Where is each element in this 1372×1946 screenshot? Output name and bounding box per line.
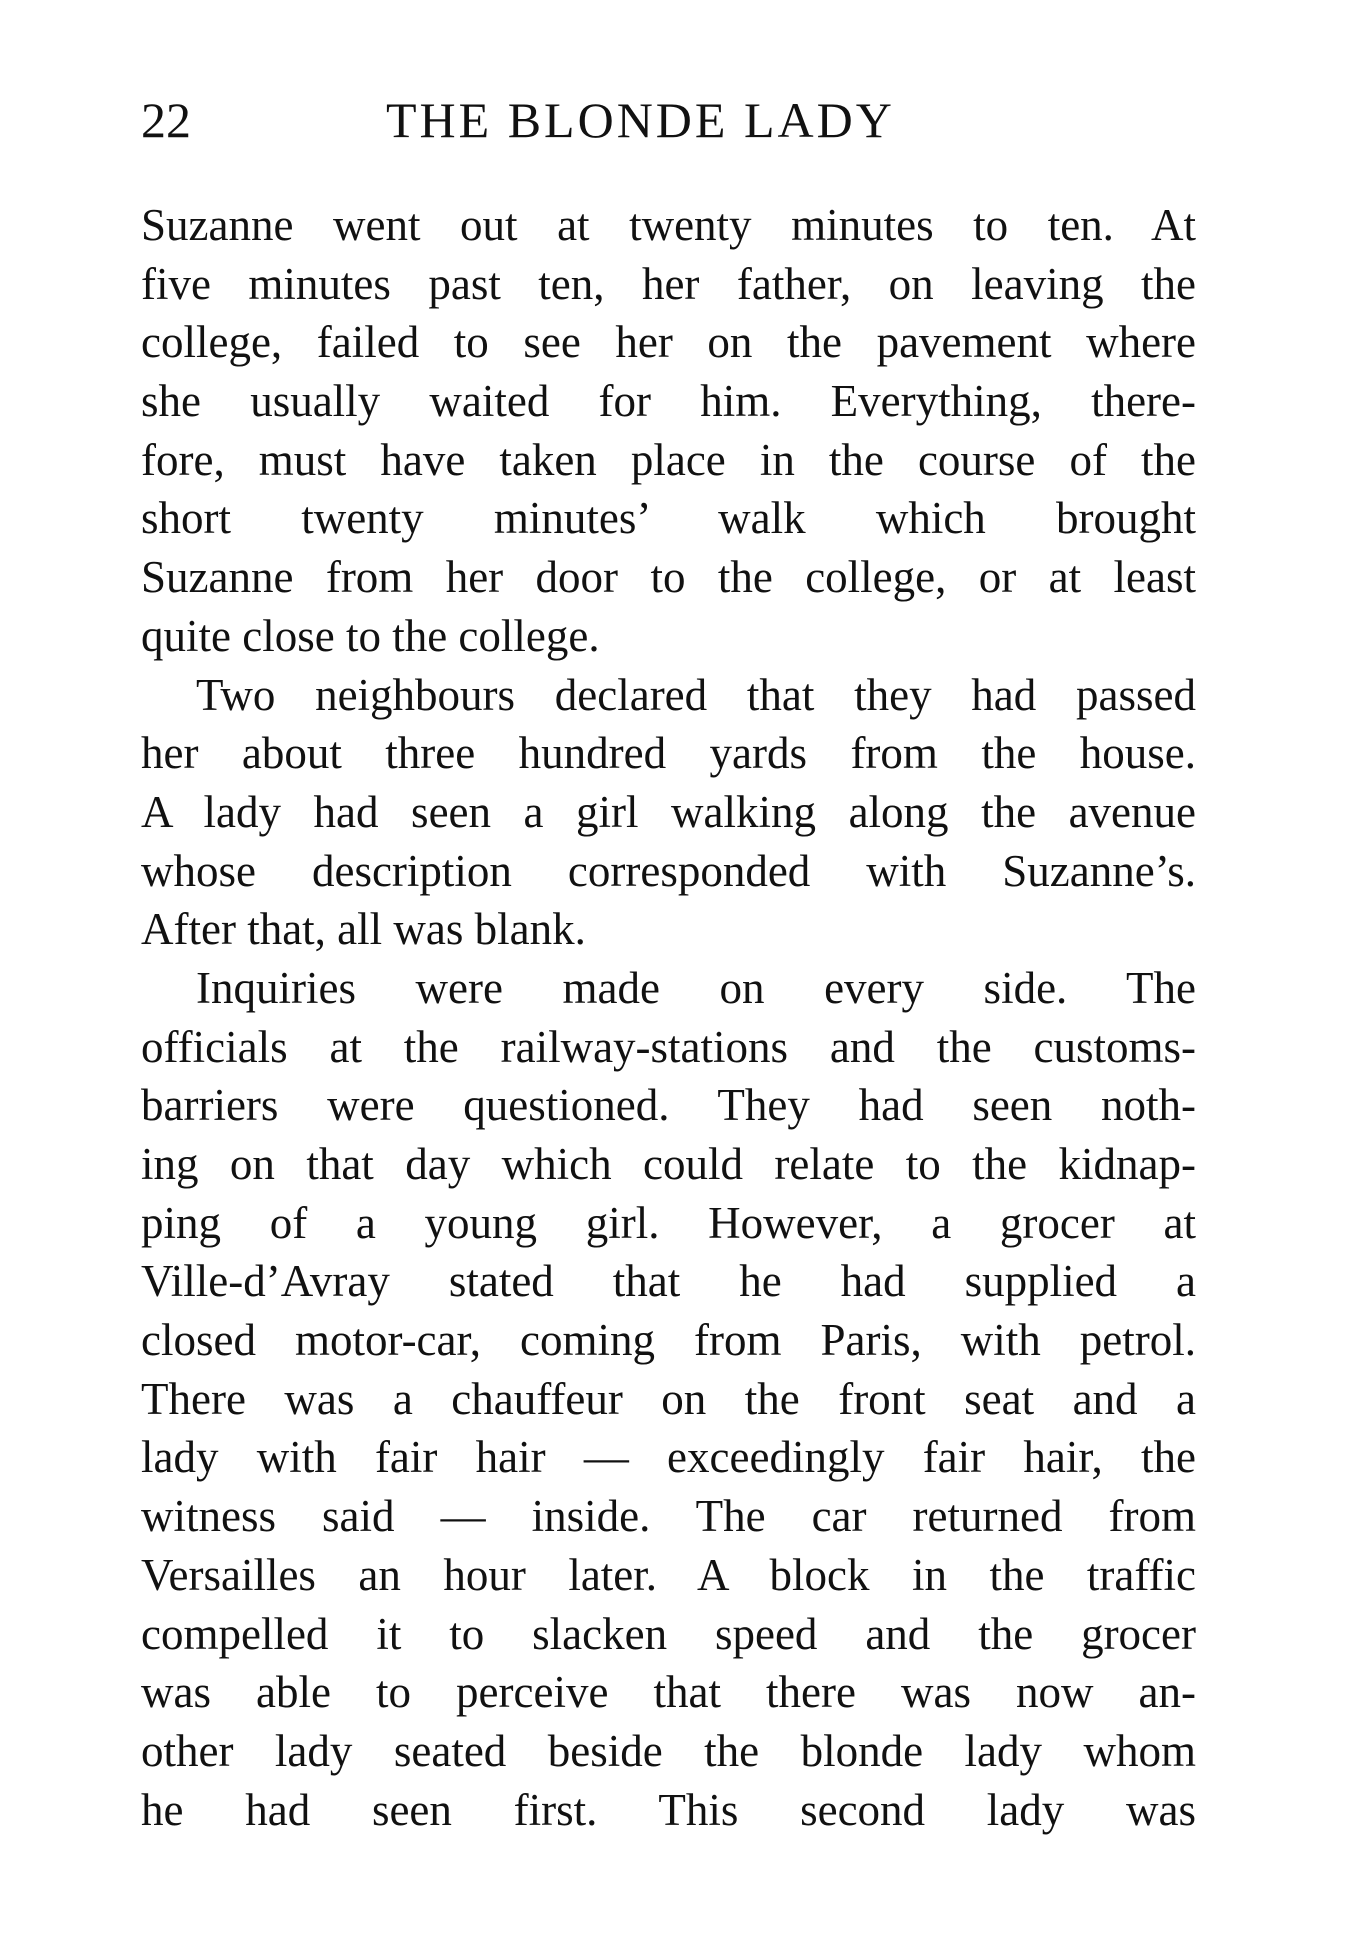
text-line: college, failed to see her on the pavement where (141, 317, 1196, 368)
text-line: whose description corresponded with Suzanne’s. (141, 845, 1196, 896)
text-line: Ville-d’Avray stated that he had supplied a (141, 1256, 1196, 1307)
text-line: Suzanne went out at twenty minutes to ten. At (141, 200, 1196, 250)
text-line: officials at the railway-stations and the customs- (141, 1021, 1196, 1072)
text-line: ping of a young girl. However, a grocer at (141, 1197, 1196, 1248)
text-line: quite close to the college. (141, 610, 600, 661)
text-line: closed motor-car, coming from Paris, with petrol. (141, 1315, 1196, 1366)
text-line: Versailles an hour later. A block in the traffic (141, 1549, 1196, 1600)
text-line: fore, must have taken place in the course of the (141, 434, 1196, 485)
text-line: barriers were questioned. They had seen noth- (141, 1080, 1196, 1131)
text-line: A lady had seen a girl walking along the avenue (141, 786, 1196, 837)
text-line: ing on that day which could relate to the kidnap- (141, 1139, 1196, 1189)
text-line: was able to perceive that there was now an- (141, 1667, 1196, 1718)
text-line: she usually waited for him. Everything, there- (141, 376, 1196, 427)
text-line: lady with fair hair — exceedingly fair hair, the (141, 1432, 1196, 1483)
text-line: five minutes past ten, her father, on leaving the (141, 258, 1196, 309)
text-line: Two neighbours declared that they had passed (196, 669, 1196, 720)
text-line: short twenty minutes’ walk which brought (141, 493, 1196, 544)
text-line: Suzanne from her door to the college, or at least (141, 552, 1196, 603)
text-line: witness said — inside. The car returned from (141, 1491, 1196, 1542)
text-line: compelled it to slacken speed and the grocer (141, 1608, 1196, 1659)
text-line: other lady seated beside the blonde lady whom (141, 1725, 1196, 1776)
text-line: Inquiries were made on every side. The (196, 962, 1196, 1013)
text-line: After that, all was blank. (141, 904, 586, 955)
text-line: her about three hundred yards from the house. (141, 728, 1196, 779)
running-title: THE BLONDE LADY (386, 92, 895, 148)
text-line: There was a chauffeur on the front seat and a (141, 1373, 1196, 1424)
text-line: he had seen first. This second lady was (141, 1784, 1196, 1835)
page-number: 22 (141, 92, 191, 148)
body-text (141, 196, 1196, 1839)
